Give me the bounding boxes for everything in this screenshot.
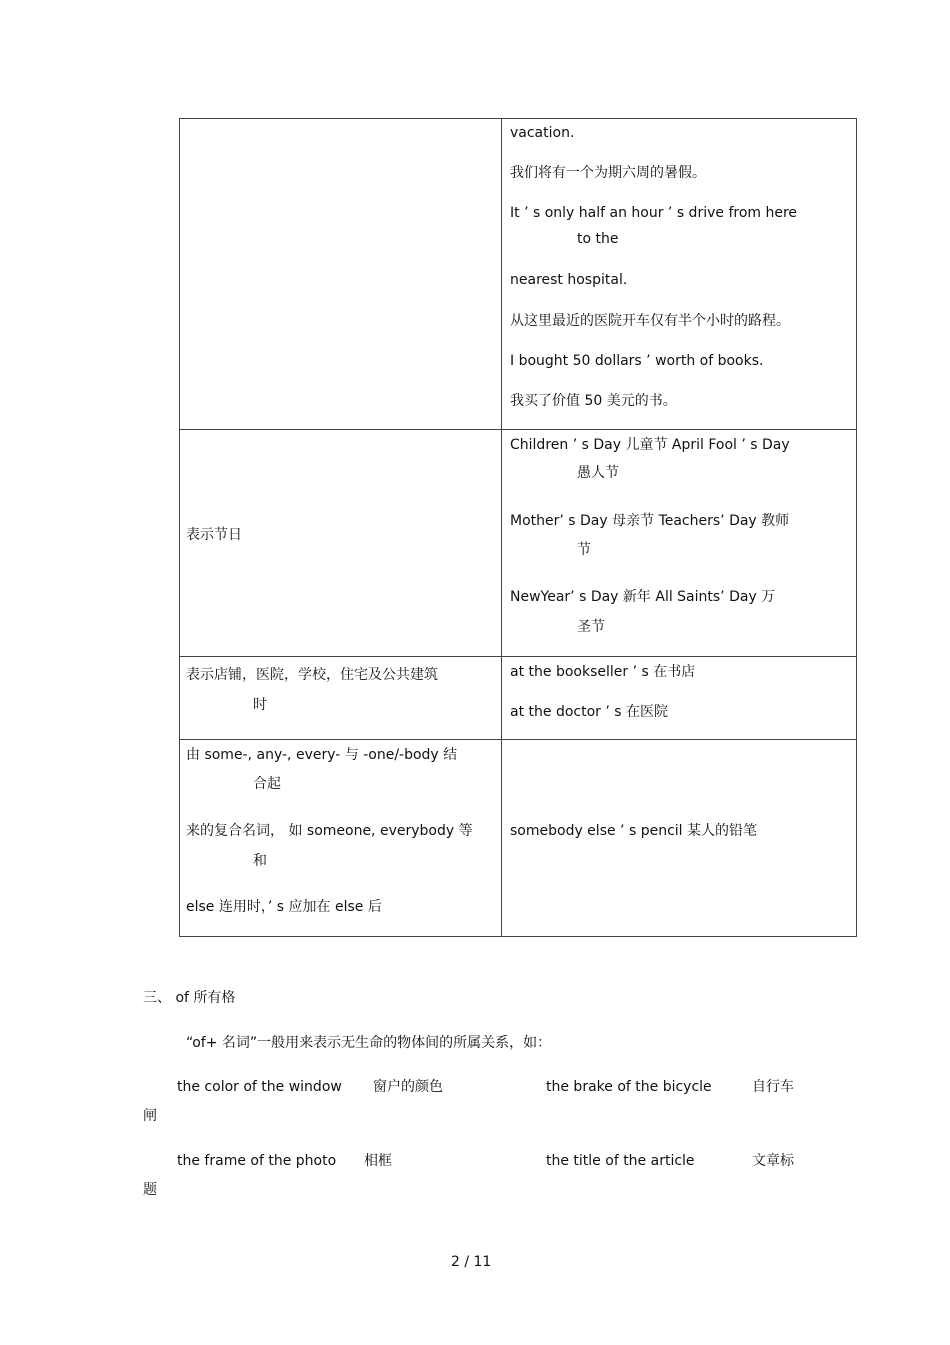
table-cell-examples bbox=[502, 430, 857, 657]
example-line: NewYear’ s Day 新年 All Saints’ Day 万 bbox=[510, 589, 776, 605]
table-cell-usage bbox=[180, 740, 502, 937]
example-line: 节 bbox=[577, 542, 591, 558]
example-line: somebody else ’ s pencil 某人的铅笔 bbox=[510, 823, 757, 839]
usage-label: else 连用时，’ s 应加在 else 后 bbox=[186, 899, 382, 915]
example-line: It ’ s only half an hour ’ s drive from here bbox=[510, 205, 798, 221]
usage-label: 时 bbox=[253, 697, 267, 713]
example-english: the title of the article bbox=[546, 1153, 695, 1169]
usage-label: 表示节日 bbox=[186, 527, 242, 543]
example-line: at the bookseller ’ s 在书店 bbox=[510, 664, 696, 680]
example-english: the color of the window bbox=[177, 1079, 342, 1095]
table-cell-usage bbox=[180, 430, 502, 657]
section-intro: “of+ 名词”一般用来表示无生命的物体间的所属关系，如： bbox=[186, 1035, 552, 1051]
table-row bbox=[180, 119, 857, 430]
example-line: Children ’ s Day 儿童节 April Fool ’ s Day bbox=[510, 437, 790, 453]
section-heading: 三、 of 所有格 bbox=[143, 990, 236, 1006]
usage-label: 来的复合名词， 如 someone, everybody 等 bbox=[186, 823, 473, 839]
usage-label: 表示店铺，医院，学校，住宅及公共建筑 bbox=[186, 667, 438, 683]
usage-label: 合起 bbox=[253, 776, 281, 792]
example-english: the brake of the bicycle bbox=[546, 1079, 712, 1095]
example-line: 我买了价值 50 美元的书。 bbox=[510, 393, 677, 409]
example-line: at the doctor ’ s 在医院 bbox=[510, 704, 668, 720]
example-line: 我们将有一个为期六周的暑假。 bbox=[510, 165, 706, 181]
table-cell-examples bbox=[502, 119, 857, 430]
example-chinese: 窗户的颜色 bbox=[373, 1079, 443, 1095]
example-english: the frame of the photo bbox=[177, 1153, 337, 1169]
example-line: I bought 50 dollars ’ worth of books. bbox=[510, 353, 764, 369]
example-line: Mother’ s Day 母亲节 Teachers’ Day 教师 bbox=[510, 513, 790, 529]
example-line: 从这里最近的医院开车仅有半个小时的路程。 bbox=[510, 313, 790, 329]
example-line: to the bbox=[577, 231, 619, 247]
usage-label: 由 some-, any-, every- 与 -one/-body 结 bbox=[186, 747, 458, 763]
example-chinese-wrap: 闸 bbox=[143, 1108, 157, 1124]
table-cell-empty bbox=[180, 119, 502, 430]
table-row bbox=[180, 430, 857, 657]
example-line: vacation. bbox=[510, 125, 575, 141]
ownership-table bbox=[179, 118, 857, 937]
table-cell-usage bbox=[180, 657, 502, 740]
page-number: 2 / 11 bbox=[451, 1254, 492, 1270]
example-line: 愚人节 bbox=[577, 465, 619, 481]
example-line: 圣节 bbox=[577, 619, 605, 635]
table-row bbox=[180, 657, 857, 740]
table-cell-examples bbox=[502, 657, 857, 740]
example-chinese: 文章标 bbox=[752, 1153, 794, 1169]
table-row bbox=[180, 740, 857, 937]
usage-label: 和 bbox=[253, 853, 267, 869]
example-chinese-wrap: 题 bbox=[143, 1182, 157, 1198]
example-chinese: 相框 bbox=[364, 1153, 392, 1169]
example-chinese: 自行车 bbox=[752, 1079, 794, 1095]
example-line: nearest hospital. bbox=[510, 272, 628, 288]
table-cell-examples bbox=[502, 740, 857, 937]
